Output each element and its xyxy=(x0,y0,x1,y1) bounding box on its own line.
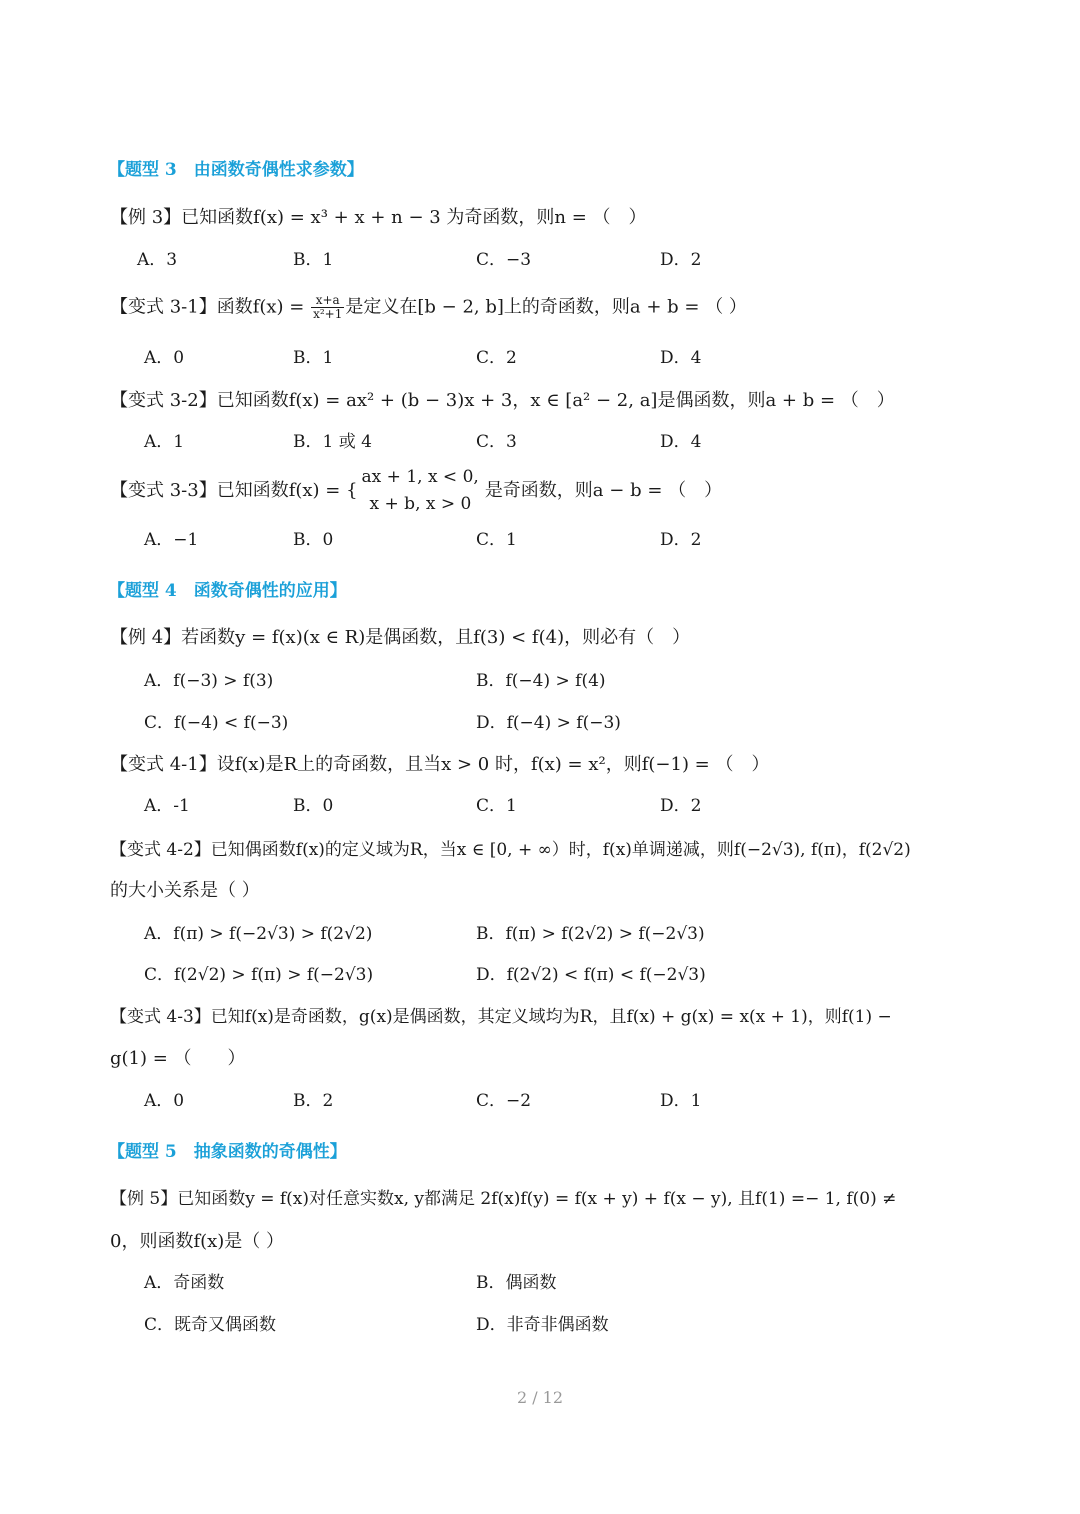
option-d: D．1 xyxy=(660,1091,702,1111)
question-example-5-stem-line1: 【例 5】已知函数y = f(x)对任意实数x, y都满足 2f(x)f(y) = f(x + y) + f(x − y), 且f(1) =− 1, f(0) ≠ xyxy=(110,1189,897,1209)
question-variant-3-2-stem: 【变式 3-2】已知函数f(x) = ax² + (b − 3)x + 3，x ∈ [a² − 2, a]是偶函数，则a + b = （ ） xyxy=(110,390,895,411)
section-heading-5: 【题型 5 抽象函数的奇偶性】 xyxy=(108,1142,347,1162)
stem-suffix: 是定义在[b − 2, b]上的奇函数，则a + b = （ ） xyxy=(345,296,747,318)
stem-suffix: 是奇函数，则a − b = （ ） xyxy=(484,480,723,501)
option-d: D．2 xyxy=(660,796,702,816)
question-variant-3-1-stem xyxy=(110,294,747,321)
question-example-4-stem: 【例 4】若函数y = f(x)(x ∈ R)是偶函数，且f(3) < f(4)，则必有（ ） xyxy=(110,627,691,648)
piecewise-case-2: x + b, x > 0 xyxy=(369,494,472,514)
option-d: D．2 xyxy=(660,250,702,270)
fraction-denominator: x²+1 xyxy=(313,307,343,321)
piecewise-case-1: ax + 1, x < 0, xyxy=(361,467,479,487)
option-a: A．3 xyxy=(137,250,178,270)
option-d: D．非奇非偶函数 xyxy=(476,1315,609,1335)
option-a: A．0 xyxy=(144,1091,185,1111)
option-c: C．2 xyxy=(476,348,517,368)
option-c: C．1 xyxy=(476,796,517,816)
option-b: B．1 xyxy=(293,348,334,368)
question-variant-4-2-stem-line2: 的大小关系是（ ） xyxy=(110,880,260,901)
option-d: D．4 xyxy=(660,348,702,368)
option-a: A．0 xyxy=(144,348,185,368)
option-d: D．4 xyxy=(660,432,702,452)
option-a: A．奇函数 xyxy=(144,1273,225,1293)
fraction xyxy=(311,294,344,321)
option-c: C．−3 xyxy=(476,250,532,270)
question-variant-4-1-stem: 【变式 4-1】设f(x)是R上的奇函数，且当x > 0 时，f(x) = x²，则f(−1) = （ ） xyxy=(110,754,770,775)
option-b: B．1 或 4 xyxy=(293,432,372,452)
page-number: 2 / 12 xyxy=(516,1388,564,1407)
section-heading-3: 【题型 3 由函数奇偶性求参数】 xyxy=(108,160,364,180)
option-d: D．f(−4) > f(−3) xyxy=(476,713,621,733)
fraction-numerator: x+a xyxy=(311,294,344,308)
question-example-5-stem-line2: 0，则函数f(x)是（ ） xyxy=(110,1231,285,1252)
option-c: C．f(2√2) > f(π) > f(−2√3) xyxy=(144,965,374,985)
option-c: C．1 xyxy=(476,530,517,550)
option-a: A．f(−3) > f(3) xyxy=(144,671,274,691)
piecewise-cases xyxy=(362,464,479,518)
option-a: A．f(π) > f(−2√3) > f(2√2) xyxy=(144,924,373,944)
option-d: D．f(2√2) < f(π) < f(−2√3) xyxy=(476,965,706,985)
option-b: B．0 xyxy=(293,796,334,816)
option-b: B．1 xyxy=(293,250,334,270)
option-b: B．f(π) > f(2√2) > f(−2√3) xyxy=(476,924,705,944)
option-b: B．0 xyxy=(293,530,334,550)
option-c: C．−2 xyxy=(476,1091,532,1111)
option-c: C．f(−4) < f(−3) xyxy=(144,713,289,733)
option-a: A．-1 xyxy=(144,796,190,816)
option-c: C．既奇又偶函数 xyxy=(144,1315,277,1335)
option-a: A．1 xyxy=(144,432,185,452)
question-variant-4-2-stem-line1: 【变式 4-2】已知偶函数f(x)的定义域为R，当x ∈ [0, + ∞）时，f(x)单调递减，则f(−2√3), f(π)，f(2√2) xyxy=(110,840,911,860)
stem-prefix: 【变式 3-1】函数f(x) = xyxy=(110,296,311,318)
option-b: B．偶函数 xyxy=(476,1273,557,1293)
question-example-3-stem: 【例 3】已知函数f(x) = x³ + x + n − 3 为奇函数，则n = （ ） xyxy=(110,207,647,228)
question-variant-4-3-stem-line2: g(1) = （ ） xyxy=(110,1048,246,1069)
option-b: B．f(−4) > f(4) xyxy=(476,671,606,691)
option-c: C．3 xyxy=(476,432,517,452)
option-a: A．−1 xyxy=(144,530,199,550)
option-d: D．2 xyxy=(660,530,702,550)
question-variant-4-3-stem-line1: 【变式 4-3】已知f(x)是奇函数，g(x)是偶函数，其定义域均为R，且f(x) + g(x) = x(x + 1)，则f(1) − xyxy=(110,1007,892,1027)
option-b: B．2 xyxy=(293,1091,334,1111)
question-variant-3-3-stem xyxy=(110,464,722,518)
section-heading-4: 【题型 4 函数奇偶性的应用】 xyxy=(108,581,347,601)
stem-prefix: 【变式 3-3】已知函数f(x) = { xyxy=(110,480,358,501)
